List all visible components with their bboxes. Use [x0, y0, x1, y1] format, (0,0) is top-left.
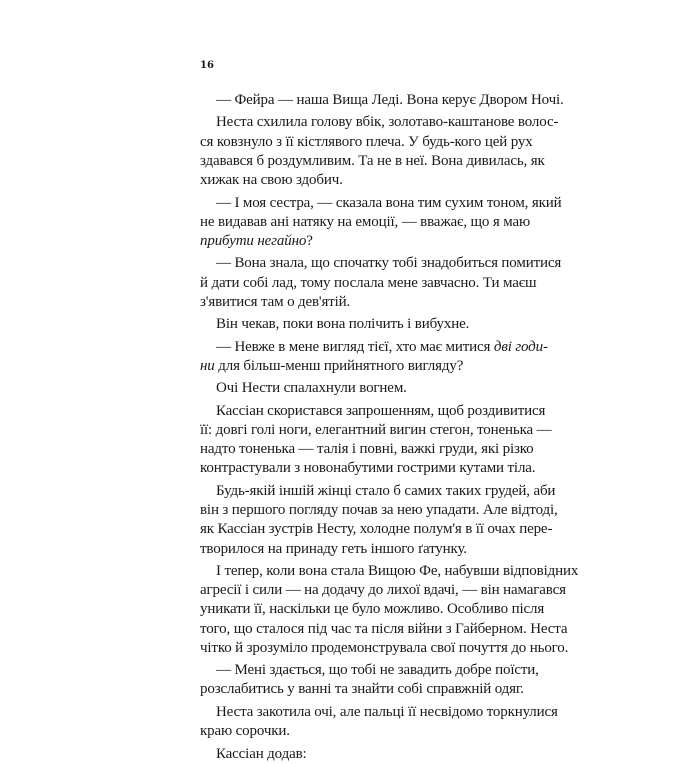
text-segment: творилося на принаду геть іншого ґатунку. — [200, 540, 467, 557]
text-segment: чітко й зрозуміло продемонструвала свої почуття до нього. — [200, 639, 569, 656]
text-segment: для більш-менш прийнятного вигляду? — [214, 357, 464, 374]
italic-text: ни — [200, 357, 215, 374]
text-segment: агресії і сили — на додачу до лихої вдачі, — він намагався — [200, 582, 566, 599]
text-line — [200, 639, 569, 658]
text-segment: — І моя сестра, — сказала вона тим сухим тоном, який — [216, 194, 562, 211]
text-line — [200, 213, 530, 232]
text-line — [200, 722, 530, 741]
text-line — [200, 520, 553, 539]
text-line — [200, 194, 562, 213]
text-line — [200, 274, 537, 293]
text-line — [200, 315, 530, 334]
text-line — [200, 459, 536, 478]
text-line — [200, 501, 558, 520]
text-segment: — Мені здається, що тобі не завадить добре поїсти, — [216, 662, 539, 679]
text-segment: контрастували з новонабутими гострими кутами тіла. — [200, 460, 536, 477]
text-line — [200, 91, 564, 110]
text-segment: І тепер, коли вона стала Вищою Фе, набувши відповідних — [216, 562, 579, 579]
text-line — [200, 357, 530, 376]
text-segment: Неста схилила голову вбік, золотаво-каштанове волос- — [216, 114, 559, 131]
text-segment: він з першого погляду почав за нею упадати. Але відтоді, — [200, 502, 558, 519]
text-line — [200, 293, 530, 312]
text-segment: не видавав ані натяку на емоції, — вважає, що я маю — [200, 213, 531, 230]
text-segment: уникати її, наскільки це було можливо. Особливо після — [200, 601, 545, 618]
text-segment: Кассіан скористався запрошенням, щоб роздивитися — [216, 402, 546, 419]
text-segment: — Невже в мене вигляд тієї, хто має митися — [216, 338, 494, 355]
text-line — [200, 661, 539, 680]
text-line — [200, 482, 556, 501]
text-line — [200, 133, 533, 152]
text-line — [200, 152, 545, 171]
text-segment: здавався б роздумливим. Та не в неї. Вона дивилась, як — [200, 152, 545, 169]
italic-text: дві годи- — [493, 338, 548, 355]
text-segment: як Кассіан зустрів Несту, холодне полум'я в її очах пере- — [200, 521, 553, 538]
text-segment: Він чекав, поки вона полічить і вибухне. — [216, 316, 470, 333]
text-segment: розслабитись у ванні та знайти собі справжній одяг. — [200, 681, 524, 698]
text-line — [200, 562, 579, 581]
text-segment: ? — [306, 232, 313, 249]
text-line — [200, 540, 530, 559]
text-line — [200, 703, 558, 722]
text-line — [200, 581, 566, 600]
text-segment: з'явитися там о дев'ятій. — [200, 293, 351, 310]
text-line — [200, 254, 562, 273]
text-segment: надто тоненька — талія і повні, важкі груди, які різко — [200, 441, 534, 458]
text-segment: хижак на свою здобич. — [200, 172, 343, 189]
text-segment: ся ковзнуло з її кістлявого плеча. У будь-кого цей рух — [200, 133, 533, 150]
body-text — [200, 91, 579, 764]
text-line — [200, 402, 546, 421]
text-line — [200, 620, 568, 639]
text-line — [200, 232, 530, 251]
page-number: 16 — [200, 60, 214, 71]
text-segment: Очі Нести спалахнули вогнем. — [216, 380, 407, 397]
text-line — [200, 680, 530, 699]
text-line — [200, 171, 530, 190]
text-line — [200, 421, 552, 440]
text-segment: того, що сталося під час та після війни з Гайберном. Неста — [200, 620, 568, 637]
text-segment: її: довгі голі ноги, елегантний вигин стегон, тоненька — — [200, 422, 552, 439]
text-line — [200, 600, 545, 619]
text-segment: краю сорочки. — [200, 723, 290, 740]
text-segment: Кассіан додав: — [216, 745, 307, 762]
text-line — [200, 113, 559, 132]
text-segment: й дати собі лад, тому послала мене завчасно. Ти маєш — [200, 274, 537, 291]
text-line — [200, 379, 530, 398]
text-segment: — Фейра — наша Вища Леді. Вона керує Двором Ночі. — [216, 92, 564, 108]
text-segment: Будь-якій іншій жінці стало б самих таких грудей, аби — [216, 482, 556, 499]
text-segment: — Вона знала, що спочатку тобі знадобиться помитися — [216, 255, 562, 272]
text-line — [200, 440, 534, 459]
text-segment: Неста закотила очі, але пальці її несвідомо торкнулися — [216, 703, 558, 720]
text-line — [200, 745, 530, 764]
italic-text: прибути негайно — [200, 232, 307, 249]
text-line — [200, 338, 548, 357]
